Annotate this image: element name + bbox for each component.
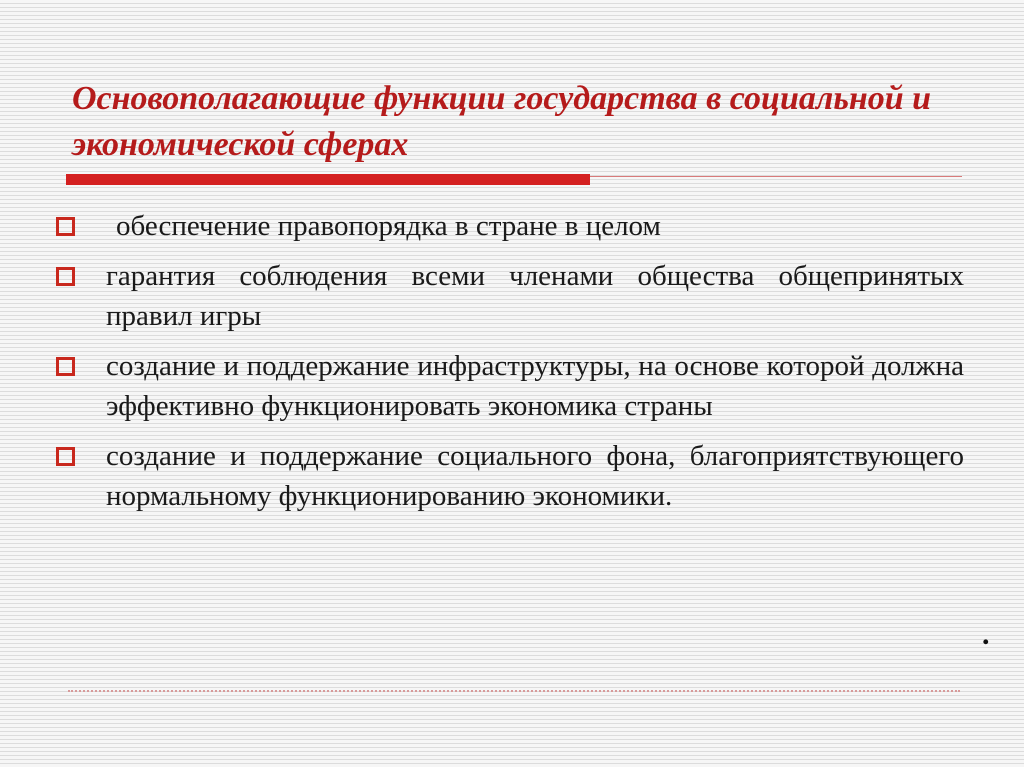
bullet-text: создание и поддержание социального фона, благоприятствующего нормальному функционированию экономики.	[106, 440, 964, 512]
bullet-text: обеспечение правопорядка в стране в целом	[116, 210, 661, 242]
bullet-item	[56, 206, 964, 246]
title-underline-thin	[590, 176, 962, 177]
hollow-square-icon	[56, 357, 75, 376]
bullet-item	[56, 436, 964, 516]
bullet-item	[56, 346, 964, 426]
bullet-item	[56, 256, 964, 336]
hollow-square-icon	[56, 447, 75, 466]
bullet-text: гарантия соблюдения всеми членами общества общепринятых правил игры	[106, 260, 964, 332]
hollow-square-icon	[56, 217, 75, 236]
slide-title: Основополагающие функции государства в социальной и экономической сферах	[72, 80, 932, 163]
bullet-text: создание и поддержание инфраструктуры, на основе которой должна эффективно функционировать экономика страны	[106, 350, 964, 422]
bullet-list	[56, 206, 964, 526]
bottom-divider	[68, 690, 960, 692]
trailing-dot: .	[982, 618, 990, 651]
hollow-square-icon	[56, 267, 75, 286]
title-underline-thick	[66, 174, 590, 185]
